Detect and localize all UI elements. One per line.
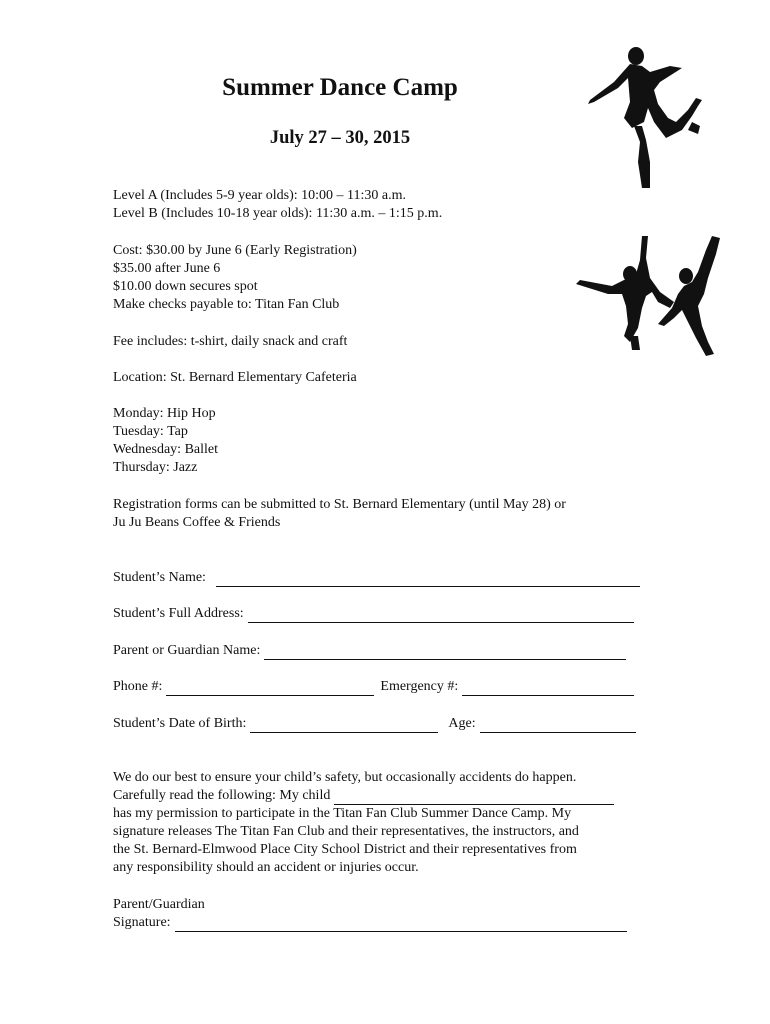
age-field[interactable] (480, 720, 636, 733)
emergency-label: Emergency #: (380, 679, 459, 694)
full-address-field[interactable] (248, 610, 634, 623)
parent-name-field[interactable] (264, 647, 626, 660)
age-label: Age: (448, 716, 476, 731)
phone-label: Phone #: (113, 679, 163, 694)
dob-row (113, 715, 636, 733)
parent-name-label: Parent or Guardian Name: (113, 643, 261, 658)
waiver-line-4: signature releases The Titan Fan Club and their representatives, the instructors, and (113, 824, 579, 839)
student-name-label: Student’s Name: (113, 570, 206, 585)
emergency-field[interactable] (462, 683, 634, 696)
schedule-wednesday: Wednesday: Ballet (113, 442, 219, 457)
signature-label-1: Parent/Guardian (113, 897, 205, 912)
student-name-row (113, 569, 640, 587)
waiver-line-2 (113, 787, 614, 805)
level-a-text: Level A (Includes 5-9 year olds): 10:00 – 11:30 a.m. (113, 188, 407, 203)
waiver-line-3: has my permission to participate in the Titan Fan Club Summer Dance Camp. My (113, 806, 572, 821)
schedule-tuesday: Tuesday: Tap (113, 424, 188, 439)
level-b-text: Level B (Includes 10-18 year olds): 11:30 a.m. – 1:15 p.m. (113, 206, 443, 221)
full-address-row (113, 605, 634, 623)
two-dancers-silhouette-icon (574, 232, 734, 356)
waiver-line-5: the St. Bernard-Elmwood Place City School District and their representatives from (113, 842, 577, 857)
checks-payable-text: Make checks payable to: Titan Fan Club (113, 297, 340, 312)
dob-field[interactable] (250, 720, 438, 733)
dob-label: Student’s Date of Birth: (113, 716, 247, 731)
registration-text-2: Ju Ju Beans Coffee & Friends (113, 515, 281, 530)
signature-field[interactable] (175, 919, 627, 932)
cost-late-text: $35.00 after June 6 (113, 261, 221, 276)
cost-deposit-text: $10.00 down secures spot (113, 279, 258, 294)
cost-early-text: Cost: $30.00 by June 6 (Early Registration) (113, 243, 357, 258)
phone-row (113, 678, 634, 696)
registration-text-1: Registration forms can be submitted to St. Bernard Elementary (until May 28) or (113, 497, 566, 512)
page-title: Summer Dance Camp (222, 74, 458, 101)
dancer-silhouette-icon (584, 42, 708, 192)
child-name-field[interactable] (334, 792, 614, 805)
camp-dates: July 27 – 30, 2015 (269, 128, 411, 148)
fee-includes-text: Fee includes: t-shirt, daily snack and craft (113, 334, 348, 349)
phone-field[interactable] (166, 683, 374, 696)
schedule-thursday: Thursday: Jazz (113, 460, 198, 475)
signature-label-2: Signature: (113, 915, 171, 930)
waiver-child-label: Carefully read the following: My child (113, 788, 331, 803)
schedule-monday: Monday: Hip Hop (113, 406, 216, 421)
full-address-label: Student’s Full Address: (113, 606, 244, 621)
student-name-field[interactable] (216, 574, 640, 587)
waiver-line-1: We do our best to ensure your child’s safety, but occasionally accidents do happen. (113, 770, 577, 785)
parent-name-row (113, 642, 626, 660)
waiver-line-6: any responsibility should an accident or injuries occur. (113, 860, 419, 875)
location-text: Location: St. Bernard Elementary Cafeteria (113, 370, 357, 385)
signature-row (113, 914, 627, 932)
